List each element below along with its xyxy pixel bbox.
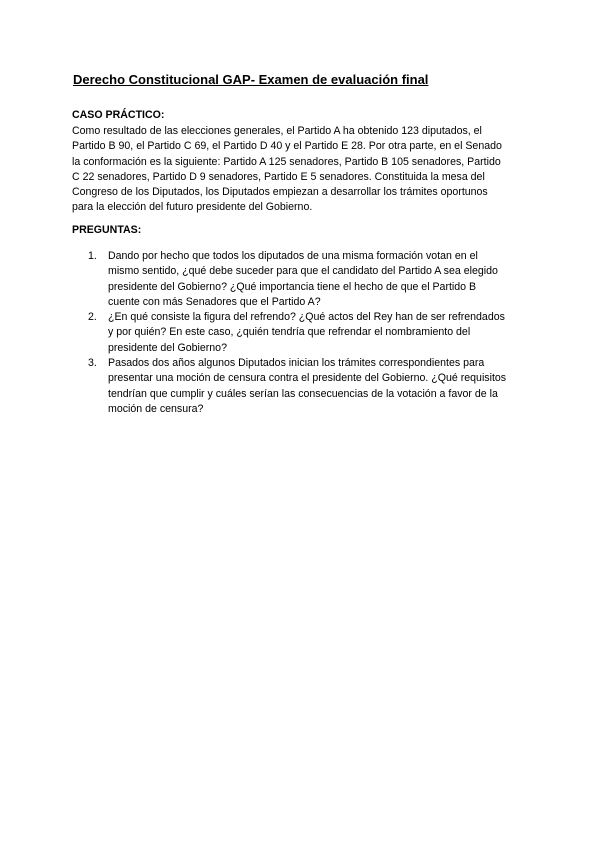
question-line: Pasados dos años algunos Diputados inician los trámites correspondientes para — [108, 357, 485, 370]
question-line: Dando por hecho que todos los diputados de una misma formación votan en el — [108, 250, 478, 262]
case-line: la conformación es la siguiente: Partido A 125 senadores, Partido B 105 senadores, Partido — [72, 155, 501, 168]
question-line: mismo sentido, ¿qué debe suceder para que el candidato del Partido A sea elegido — [108, 265, 498, 278]
document-title: Derecho Constitucional GAP- Examen de evaluación final — [73, 72, 429, 87]
question-item — [88, 249, 538, 310]
question-line: presidente del Gobierno? — [108, 341, 227, 354]
case-heading: CASO PRÁCTICO: — [72, 109, 165, 121]
question-line: moción de censura? — [108, 402, 204, 415]
question-item — [88, 356, 538, 417]
question-line: presidente del Gobierno? ¿Qué importancia tiene el hecho de que el Partido B — [108, 280, 477, 293]
case-line: Como resultado de las elecciones generales, el Partido A ha obtenido 123 diputados, el — [72, 125, 482, 137]
questions-list — [88, 249, 538, 417]
question-number: 3. — [88, 357, 97, 370]
case-line: para la elección del futuro presidente del Gobierno. — [72, 201, 313, 214]
question-line: ¿En qué consiste la figura del refrendo? ¿Qué actos del Rey han de ser refrendados — [108, 311, 505, 324]
case-line: Congreso de los Diputados, los Diputados empiezan a desarrollar los trámites oportunos — [72, 186, 488, 199]
question-line: tendrían que cumplir y cuáles serían las consecuencias de la votación a favor de la — [108, 387, 498, 400]
case-text — [72, 124, 532, 216]
question-line: cuente con más Senadores que el Partido A? — [108, 295, 321, 308]
question-number: 2. — [88, 311, 97, 324]
question-item — [88, 310, 538, 356]
questions-heading: PREGUNTAS: — [72, 224, 142, 236]
question-number: 1. — [88, 250, 97, 262]
case-line: C 22 senadores, Partido D 9 senadores, Partido E 5 senadores. Constituida la mesa del — [72, 170, 485, 183]
question-line: y por quién? En este caso, ¿quién tendría que refrendar el nombramiento del — [108, 326, 471, 339]
case-line: Partido B 90, el Partido C 69, el Partido D 40 y el Partido E 28. Por otra parte, en el Senado — [72, 140, 502, 153]
question-line: presentar una moción de censura contra el presidente del Gobierno. ¿Qué requisitos — [108, 372, 507, 385]
